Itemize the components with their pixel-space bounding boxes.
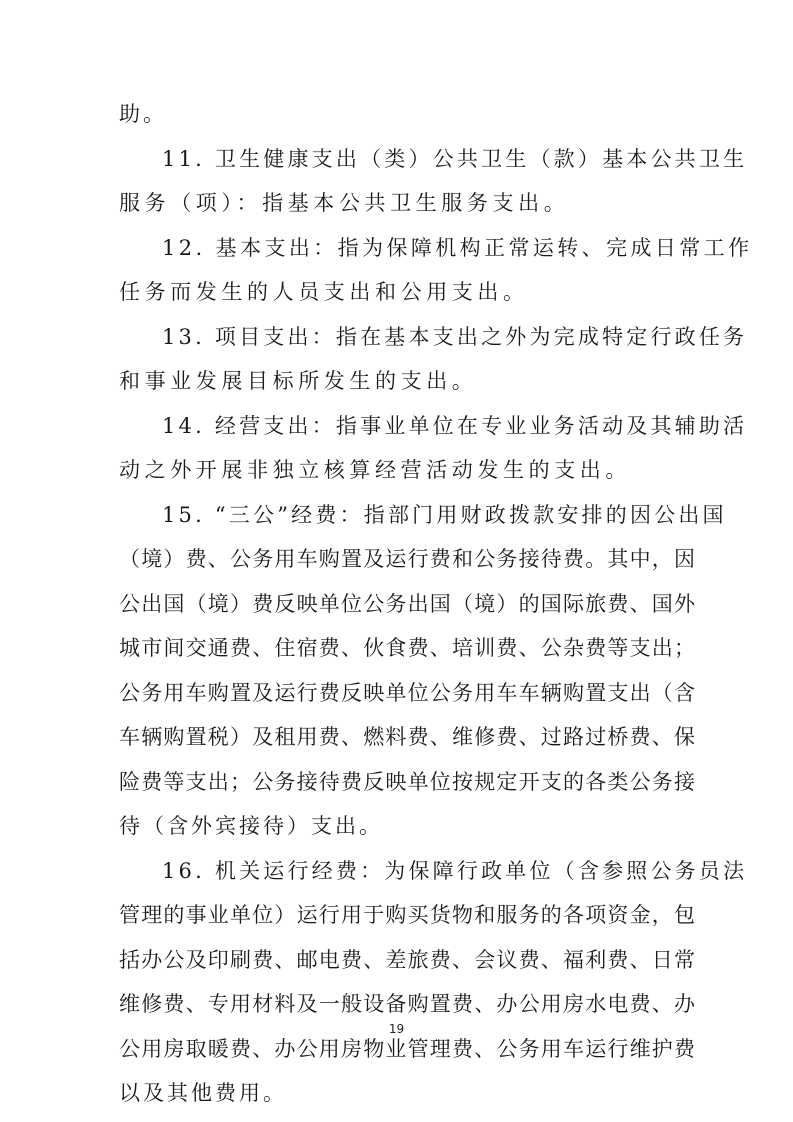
text-line-14: 公务用车购置及运行费反映单位公务用车车辆购置支出（含 — [119, 681, 697, 705]
text-line-12: 公出国（境）费反映单位公务出国（境）的国际旅费、国外 — [119, 592, 697, 616]
text-line-1: 助。 — [119, 102, 167, 126]
text-line-4: 12. 基本支出：指为保障机构正常运转、完成日常工作 — [162, 236, 753, 260]
text-line-19: 管理的事业单位）运行用于购买货物和服务的各项资金，包 — [119, 903, 697, 927]
text-line-5: 任务而发生的人员支出和公用支出。 — [119, 280, 529, 304]
text-line-7: 和事业发展目标所发生的支出。 — [119, 369, 478, 393]
text-line-23: 以及其他费用。 — [119, 1081, 287, 1105]
text-line-20: 括办公及印刷费、邮电费、差旅费、会议费、福利费、日常 — [119, 948, 697, 972]
text-line-13: 城市间交通费、住宿费、伙食费、培训费、公杂费等支出； — [119, 636, 697, 660]
text-line-17: 待（含外宾接待）支出。 — [119, 814, 383, 838]
text-line-15: 车辆购置税）及租用费、燃料费、维修费、过路过桥费、保 — [119, 725, 697, 749]
text-line-2: 11. 卫生健康支出（类）公共卫生（款）基本公共卫生 — [162, 147, 748, 171]
text-line-9: 动之外开展非独立核算经营活动发生的支出。 — [119, 458, 631, 482]
text-line-11: （境）费、公务用车购置及运行费和公务接待费。其中，因 — [119, 547, 697, 571]
text-line-16: 险费等支出；公务接待费反映单位按规定开支的各类公务接 — [119, 770, 697, 794]
text-line-18: 16. 机关运行经费：为保障行政单位（含参照公务员法 — [162, 859, 748, 883]
text-line-10: 15. “三公”经费：指部门用财政拨款安排的因公出国 — [162, 503, 727, 527]
text-line-6: 13. 项目支出：指在基本支出之外为完成特定行政任务 — [162, 325, 748, 349]
text-line-22: 公用房取暖费、办公用房物业管理费、公务用车运行维护费 — [119, 1037, 697, 1061]
text-line-3: 服务（项）：指基本公共卫生服务支出。 — [119, 191, 570, 215]
page-number: 19 — [388, 1022, 405, 1036]
text-line-8: 14. 经营支出：指事业单位在专业业务活动及其辅助活 — [162, 414, 748, 438]
text-line-21: 维修费、专用材料及一般设备购置费、办公用房水电费、办 — [119, 992, 697, 1016]
